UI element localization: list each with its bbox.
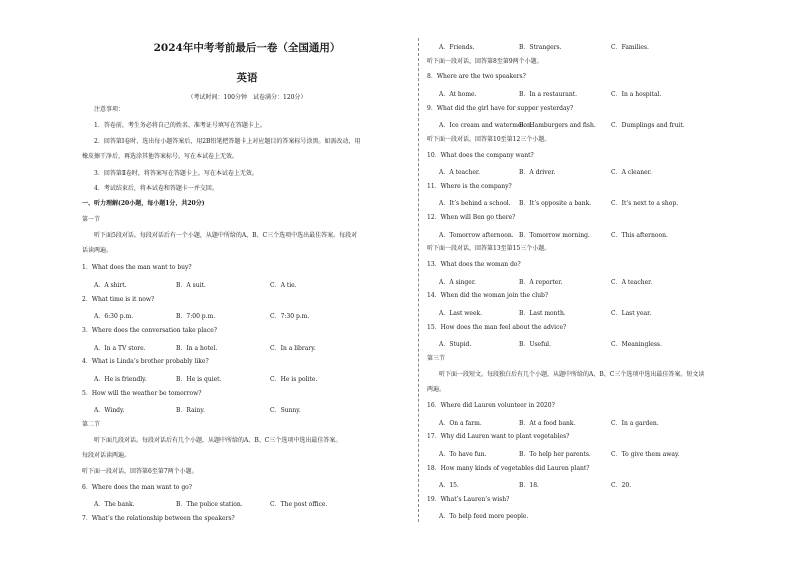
- option-a: A．To have fun.: [439, 451, 487, 458]
- option-a: A．The bank.: [94, 501, 135, 508]
- question-text: 12．When will Ben go there?: [427, 214, 516, 221]
- dialogue-intro: 听下面一段对话，回答第6至第7两个小题。: [82, 468, 198, 475]
- question-text: 19．What’s Lauren’s wish?: [427, 496, 510, 503]
- option-b: B．A driver.: [519, 169, 556, 176]
- option-b: B．He is quiet.: [176, 376, 222, 383]
- question-text: 1．What does the man want to buy?: [82, 264, 192, 271]
- option-a: A．A shirt.: [94, 282, 127, 289]
- option-c: C．20.: [611, 482, 632, 489]
- option-b: B．Last month.: [519, 310, 566, 317]
- option-c: C．A cleaner.: [611, 169, 652, 176]
- option-a: A．Tomorrow afternoon.: [439, 232, 514, 239]
- option-c: C．Last year.: [611, 310, 652, 317]
- section1-label: 第一节: [82, 216, 101, 223]
- question-text: 17．Why did Lauren want to plant vegetables?: [427, 433, 570, 440]
- question-text: 2．What time is it now?: [82, 296, 155, 303]
- option-c: C．Families.: [611, 44, 649, 51]
- option-a: A．He is friendly.: [94, 376, 147, 383]
- section1-instructions-cont: 话读两遍。: [82, 247, 113, 254]
- dialogue-intro: 听下面一段对话，回答第8至第9两个小题。: [427, 58, 543, 65]
- option-b: B．Useful.: [519, 341, 552, 348]
- question-text: 6．Where does the man want to go?: [82, 484, 192, 491]
- option-a: A．Ice cream and watermelon.: [439, 122, 533, 129]
- option-b: B．18.: [519, 482, 539, 489]
- question-text: 18．How many kinds of vegetables did Lauren plant?: [427, 465, 590, 472]
- option-a: A．6:30 p.m.: [94, 313, 134, 320]
- notes-heading: 注意事项：: [94, 106, 125, 113]
- option-a: A．15.: [439, 482, 459, 489]
- option-a: A．Windy.: [94, 407, 125, 414]
- option-c: C．The post office.: [270, 501, 328, 508]
- option-a: A．Friends.: [439, 44, 475, 51]
- question-text: 7．What’s the relationship between the speakers?: [82, 515, 235, 522]
- exam-title: 2024年中考考前最后一卷（全国通用）: [153, 42, 341, 54]
- question-text: 4．What is Linda’s brother probably like?: [82, 358, 209, 365]
- option-b: B．In a hotel.: [176, 345, 218, 352]
- question-text: 8．Where are the two speakers?: [427, 73, 526, 80]
- option-b: B．Rainy.: [176, 407, 205, 414]
- question-text: 3．Where does the conversation take place?: [82, 327, 218, 334]
- option-a: A．At home.: [439, 91, 477, 98]
- option-c: C．This afternoon.: [611, 232, 668, 239]
- section3-instructions: 听下面一段短文。每段独白后有几个小题，从题中所给的A、B、C三个选项中选出最佳答案。短文读: [439, 371, 705, 378]
- option-a: A．A teacher.: [439, 169, 481, 176]
- option-c: C．He is polite.: [270, 376, 318, 383]
- option-a: A．Stupid.: [439, 341, 472, 348]
- option-c: C．A tie.: [270, 282, 297, 289]
- section3-instructions-cont: 两遍。: [427, 386, 446, 393]
- section3-label: 第三节: [427, 355, 446, 362]
- question-text: 14．When did the woman join the club?: [427, 292, 549, 299]
- dialogue-intro: 听下面一段对话，回答第10至第12三个小题。: [427, 136, 551, 143]
- option-a: A．To help feed more people.: [439, 513, 529, 520]
- option-a: A．In a TV store.: [94, 345, 146, 352]
- question-text: 15．How does the man feel about the advice?: [427, 324, 567, 331]
- option-b: B．In a restaurant.: [519, 91, 578, 98]
- option-b: B．The police station.: [176, 501, 243, 508]
- section2-instructions-cont: 每段对话读两遍。: [82, 452, 131, 459]
- notes-item: 橡皮擦干净后，再选涂其他答案标号。写在本试卷上无效。: [82, 153, 239, 160]
- exam-subject: 英语: [236, 72, 258, 84]
- question-text: 10．What does the company want?: [427, 152, 534, 159]
- notes-item: 4．考试结束后，将本试卷和答题卡一并交回。: [94, 185, 218, 192]
- option-a: A．A singer.: [439, 279, 476, 286]
- option-b: B．Strangers.: [519, 44, 562, 51]
- option-b: B．7:00 p.m.: [176, 313, 216, 320]
- question-text: 5．How will the weather be tomorrow?: [82, 390, 202, 397]
- option-c: C．It’s next to a shop.: [611, 200, 679, 207]
- option-c: C．A teacher.: [611, 279, 653, 286]
- option-b: B．To help her parents.: [519, 451, 591, 458]
- option-c: C．7:30 p.m.: [270, 313, 310, 320]
- option-b: B．It’s opposite a bank.: [519, 200, 592, 207]
- option-a: A．On a farm.: [439, 420, 482, 427]
- option-b: B．A suit.: [176, 282, 206, 289]
- question-text: 13．What does the woman do?: [427, 261, 521, 268]
- notes-item: 2．回答第Ⅰ卷时，选出每小题答案后，用2B铅笔把答题卡上对应题目的答案标号涂黑。如需改动，用: [94, 138, 361, 145]
- section2-label: 第二节: [82, 421, 101, 428]
- option-c: C．In a library.: [270, 345, 316, 352]
- option-b: B．Hamburgers and fish.: [519, 122, 596, 129]
- option-c: C．In a garden.: [611, 420, 659, 427]
- question-text: 9．What did the girl have for supper yesterday?: [427, 105, 574, 112]
- option-a: A．Last week.: [439, 310, 483, 317]
- option-b: B．At a food bank.: [519, 420, 576, 427]
- column-divider: [418, 38, 419, 522]
- notes-item: 1．答卷前，考生务必将自己的姓名、准考证号填写在答题卡上。: [94, 122, 266, 129]
- part1-heading: 一、听力理解(20小题，每小题1分，共20分): [82, 200, 205, 207]
- exam-info: （考试时间：100分钟 试卷满分：120分）: [187, 94, 307, 101]
- section2-instructions: 听下面几段对话。每段对话后有几个小题，从题中所给的A、B、C三个选项中选出最佳答案。: [94, 437, 342, 444]
- option-c: C．To give them away.: [611, 451, 680, 458]
- question-text: 11．Where is the company?: [427, 183, 512, 190]
- question-text: 16．Where did Lauren volunteer in 2020?: [427, 402, 555, 409]
- option-b: B．Tomorrow morning.: [519, 232, 590, 239]
- notes-item: 3．回答第Ⅱ卷时，将答案写在答题卡上。写在本试卷上无效。: [94, 170, 258, 177]
- option-c: C．Dumplings and fruit.: [611, 122, 685, 129]
- option-c: C．Meaningless.: [611, 341, 662, 348]
- dialogue-intro: 听下面一段对话，回答第13至第15三个小题。: [427, 245, 551, 252]
- option-b: B．A reporter.: [519, 279, 563, 286]
- option-c: C．In a hospital.: [611, 91, 662, 98]
- option-c: C．Sunny.: [270, 407, 301, 414]
- option-a: A．It’s behind a school.: [439, 200, 511, 207]
- section1-instructions: 听下面5段对话。每段对话后有一个小题，从题中所给的A、B、C三个选项中选出最佳答案。每段对: [94, 232, 358, 239]
